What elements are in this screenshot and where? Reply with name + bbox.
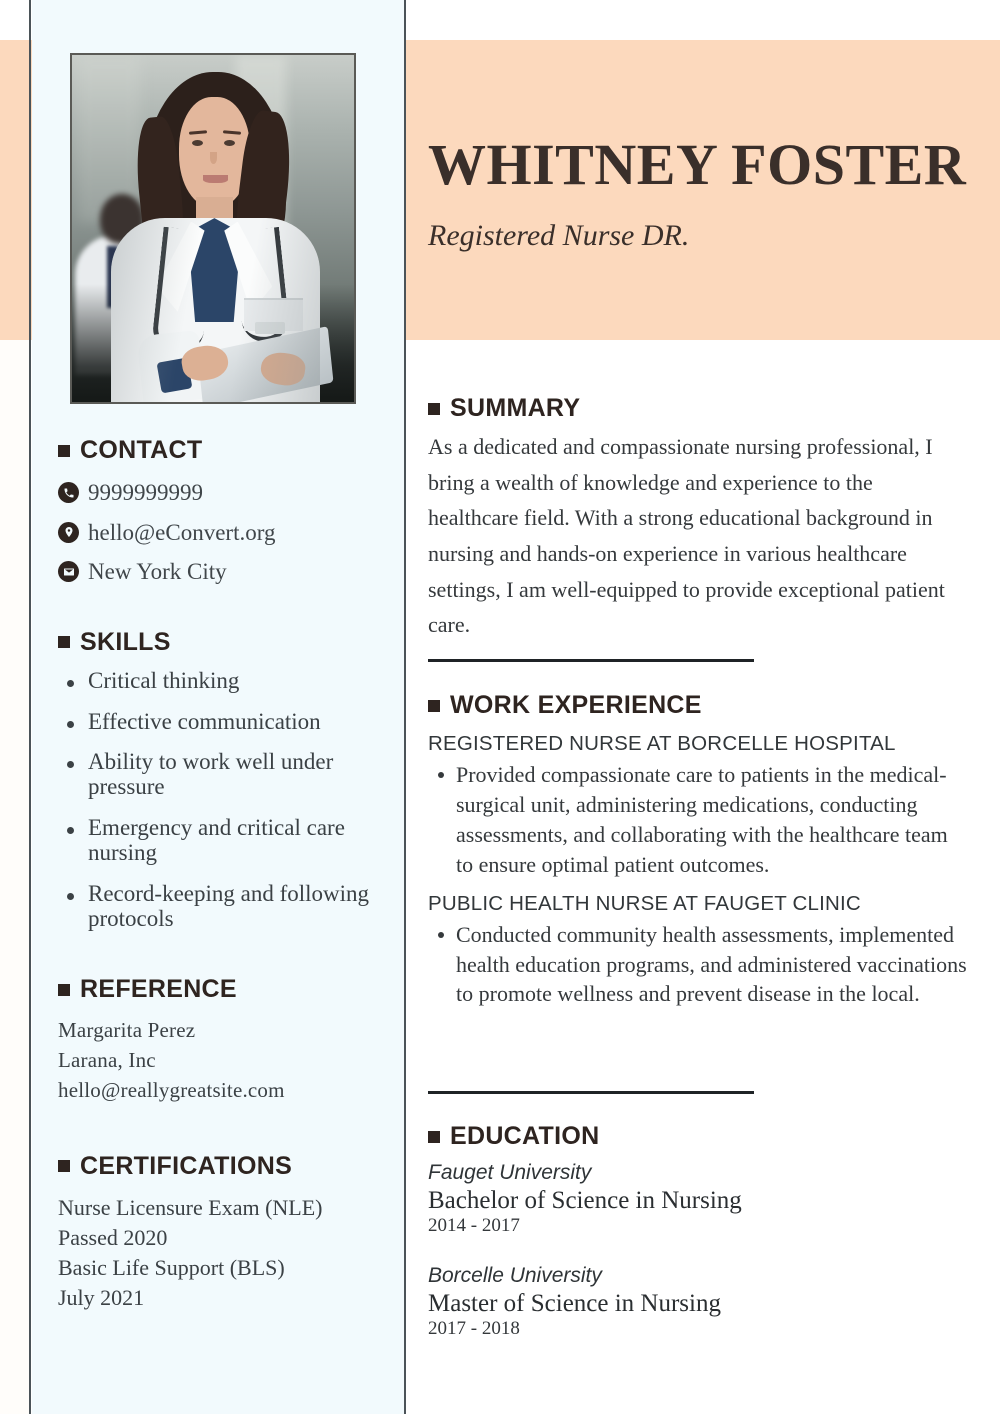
job-title: REGISTERED NURSE AT BORCELLE HOSPITAL: [428, 732, 896, 755]
summary-heading-label: SUMMARY: [450, 394, 581, 422]
square-bullet-icon: [428, 700, 440, 712]
job-entry: [428, 892, 968, 1010]
square-bullet-icon: [58, 984, 70, 996]
contact-phone-value: 9999999999: [88, 480, 203, 505]
list-item: Effective communication: [88, 710, 388, 735]
work-experience-heading-label: WORK EXPERIENCE: [450, 691, 702, 719]
left-margin-strip-peach: [0, 40, 29, 340]
reference-details: [58, 1016, 388, 1105]
education-years: 2014 - 2017: [428, 1214, 520, 1236]
certifications-heading: [58, 1152, 388, 1181]
job-entry: [428, 732, 968, 880]
certifications-heading-label: CERTIFICATIONS: [80, 1151, 293, 1180]
education-degree: Bachelor of Science in Nursing: [428, 1187, 742, 1214]
summary-section: [428, 394, 968, 643]
contact-heading-label: CONTACT: [80, 436, 203, 464]
job-bullet-list: [428, 920, 968, 1010]
education-degree: Master of Science in Nursing: [428, 1290, 721, 1318]
sidebar-right-divider: [404, 0, 406, 1414]
location-pin-icon: [58, 522, 79, 543]
certifications-list: [58, 1193, 388, 1313]
education-heading-label: EDUCATION: [450, 1122, 600, 1150]
list-item: Record-keeping and following protocols: [88, 882, 388, 932]
certification-detail: July 2021: [58, 1284, 145, 1310]
page-title: WHITNEY FOSTER: [428, 132, 967, 197]
square-bullet-icon: [428, 1131, 440, 1143]
skills-list: [58, 669, 388, 932]
section-divider: [428, 1091, 754, 1094]
contact-list: [58, 479, 388, 586]
square-bullet-icon: [58, 636, 70, 648]
certification-detail: Passed 2020: [58, 1224, 168, 1250]
summary-heading: [428, 394, 968, 423]
list-item: Critical thinking: [88, 669, 388, 694]
list-item: Provided compassionate care to patients in the medical-surgical unit, administering medications, conducting assessments, and collaborating with the healthcare team to ensure optimal patient outcomes.: [456, 760, 968, 880]
reference-name: Margarita Perez: [58, 1018, 196, 1043]
list-item: Conducted community health assessments, implemented health education programs, and administered vaccinations to promote wellness and prevent disease in the local.: [456, 920, 968, 1010]
reference-heading-label: REFERENCE: [80, 975, 237, 1004]
sidebar-left-divider: [29, 0, 31, 1414]
skills-heading-label: SKILLS: [80, 627, 171, 656]
phone-icon: [58, 482, 79, 503]
job-bullet-list: [428, 760, 968, 880]
certification-title: Nurse Licensure Exam (NLE): [58, 1194, 323, 1220]
education-heading: [428, 1122, 968, 1151]
education-entry: [428, 1264, 968, 1339]
contact-item-email[interactable]: [58, 519, 388, 547]
square-bullet-icon: [428, 403, 440, 415]
job-role-subtitle: Registered Nurse DR.: [428, 219, 690, 252]
summary-text: As a dedicated and compassionate nursing professional, I bring a wealth of knowledge and experience to the healthcare field. With a strong educational background in nursing and hands-on experience in various healthcare settings, I am well-equipped to provide exceptional patient care.: [428, 434, 945, 638]
education-section: [428, 1122, 968, 1340]
reference-company: Larana, Inc: [58, 1048, 156, 1073]
sidebar-content: [58, 436, 388, 1312]
contact-item-phone[interactable]: [58, 479, 388, 507]
contact-location-value: New York City: [88, 559, 227, 585]
envelope-icon: [58, 561, 79, 582]
square-bullet-icon: [58, 1160, 70, 1172]
list-item: Ability to work well under pressure: [88, 750, 388, 800]
reference-heading: [58, 975, 388, 1004]
certifications-section: [58, 1152, 388, 1313]
skills-heading: [58, 628, 388, 657]
contact-heading: [58, 436, 388, 465]
coat-shading: [111, 218, 320, 402]
contact-item-location[interactable]: [58, 558, 388, 586]
profile-photo: [70, 53, 356, 404]
certification-title: Basic Life Support (BLS): [58, 1254, 285, 1280]
reference-section: [58, 975, 388, 1105]
square-bullet-icon: [58, 445, 70, 457]
left-margin-strip-top: [0, 0, 29, 40]
job-title: PUBLIC HEALTH NURSE AT FAUGET CLINIC: [428, 891, 861, 915]
skills-section: [58, 628, 388, 932]
education-entry: [428, 1161, 968, 1236]
subject-eye-left: [192, 140, 203, 146]
work-experience-section: [428, 691, 968, 1009]
reference-email: hello@reallygreatsite.com: [58, 1078, 285, 1103]
work-experience-heading: [428, 691, 968, 720]
contact-email-value: hello@eConvert.org: [88, 519, 276, 545]
section-divider: [428, 659, 754, 662]
subject-mouth: [203, 175, 228, 183]
education-years: 2017 - 2018: [428, 1317, 520, 1339]
education-school: Fauget University: [428, 1161, 592, 1184]
education-school: Borcelle University: [428, 1264, 602, 1288]
list-item: Emergency and critical care nursing: [88, 816, 388, 866]
